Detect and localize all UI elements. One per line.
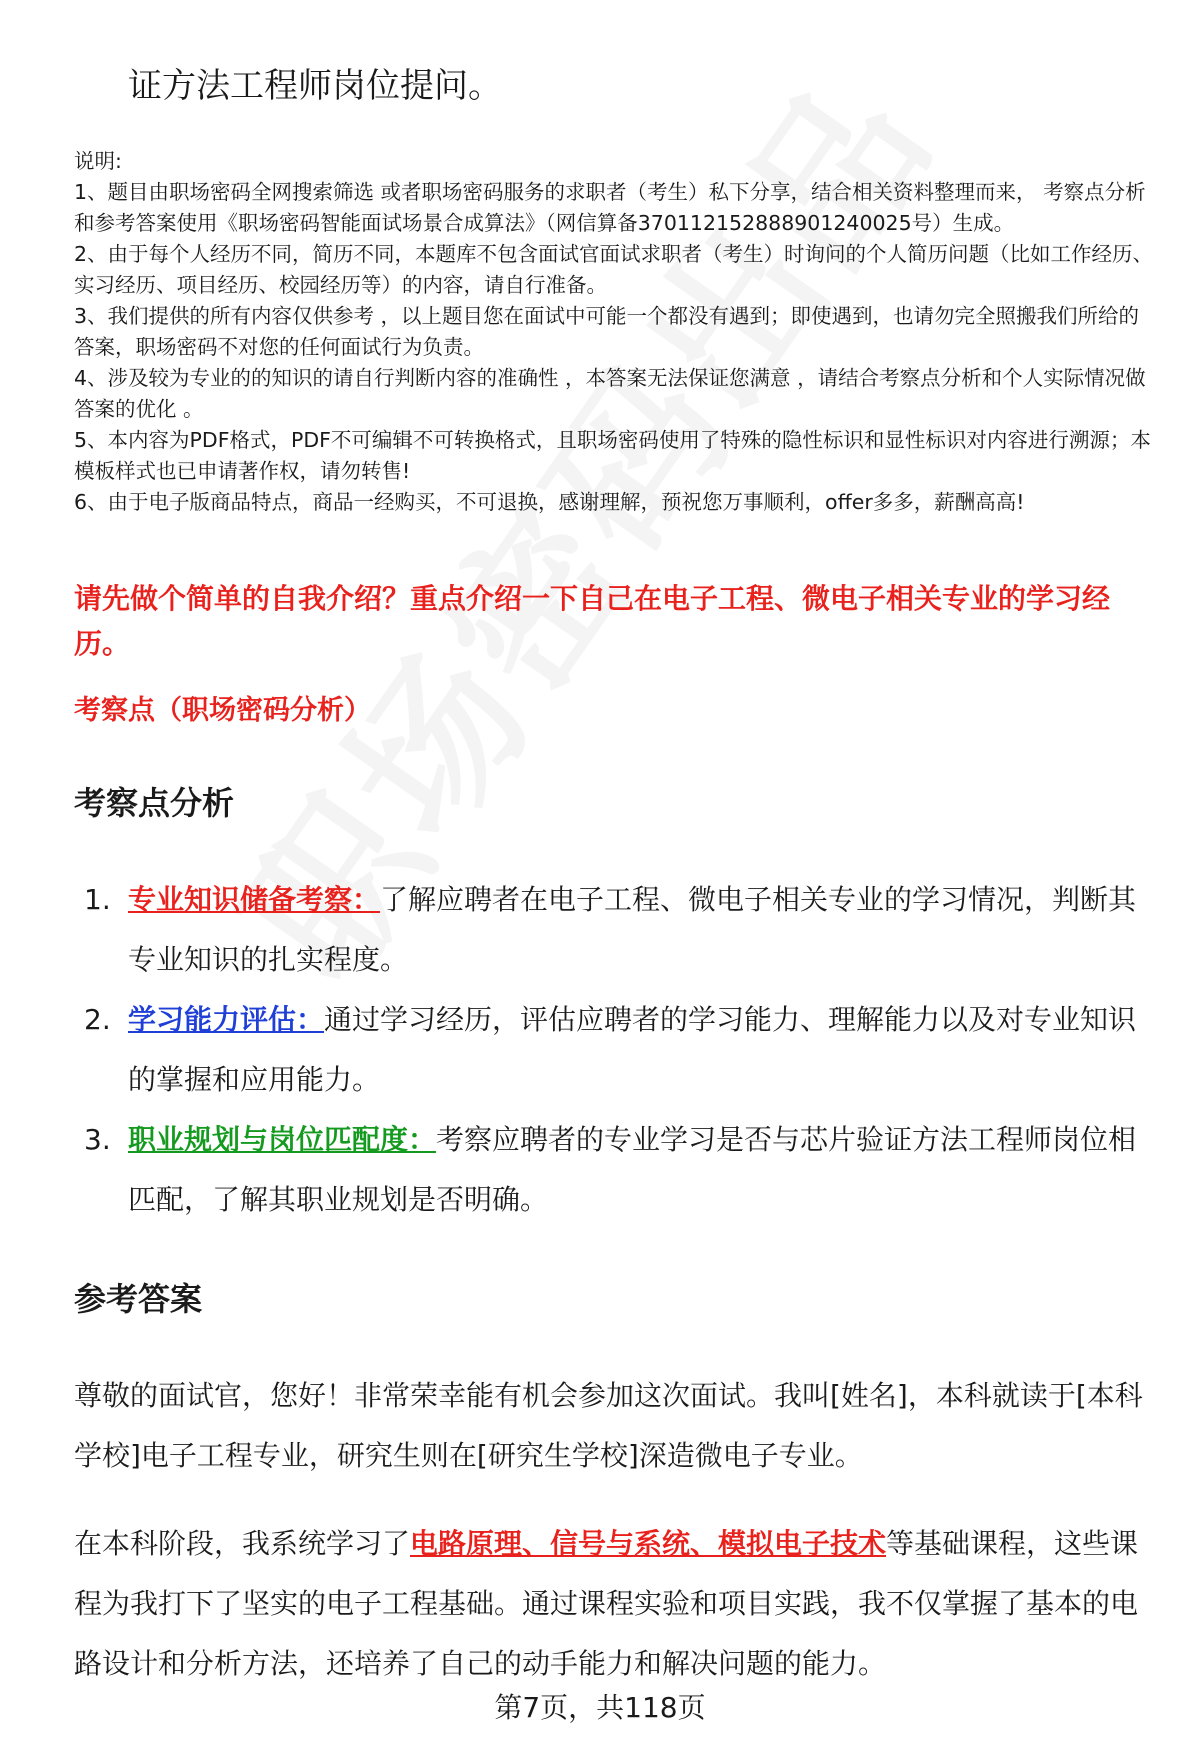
notes-heading: 说明:: [74, 149, 122, 173]
analysis-point: [74, 1110, 1154, 1230]
question-title-fragment: 证方法工程师岗位提问。: [128, 66, 502, 106]
note-item: 6、由于电子版商品特点，商品一经购买，不可退换，感谢理解，预祝您万事顺利，offer多多，薪酬高高!: [74, 490, 1025, 514]
answer-text: 等基础课程，这些课程为我打下了坚实的电子工程基础。通过课程实验和项目实践，我不仅掌握了基本的电路设计和分析方法，还培养了自己的动手能力和解决问题的能力。: [74, 1527, 1139, 1680]
answer-paragraph: 尊敬的面试官，您好！非常荣幸能有机会参加这次面试。我叫[姓名]，本科就读于[本科学校]电子工程专业，研究生则在[研究生学校]深造微电子专业。: [74, 1379, 1143, 1472]
analysis-point: [74, 870, 1154, 990]
point-text: 了解应聘者在电子工程、微电子相关专业的学习情况，判断其专业知识的扎实程度。: [128, 883, 1137, 976]
answer-paragraph: [74, 1514, 1154, 1694]
reference-answer: [74, 1366, 1154, 1722]
assessment-label: 考察点（职场密码分析）: [74, 695, 371, 726]
analysis-heading: 考察点分析: [74, 784, 235, 822]
point-number: 3.: [84, 1123, 111, 1156]
answer-highlight: 电路原理、信号与系统、模拟电子技术: [410, 1527, 887, 1560]
point-keyword: 学习能力评估：: [128, 1003, 325, 1036]
analysis-list: [74, 870, 1154, 1230]
point-keyword: 专业知识储备考察：: [128, 883, 381, 916]
note-item: 1、题目由职场密码全网搜索筛选 或者职场密码服务的求职者（考生）私下分享，结合相关资料整理而来， 考察点分析和参考答案使用《职场密码智能面试场景合成算法》（网信算备370112152888901240025号）生成。: [74, 180, 1146, 235]
analysis-point: [74, 990, 1154, 1110]
point-keyword: 职业规划与岗位匹配度：: [128, 1123, 437, 1156]
note-item: 2、由于每个人经历不同，简历不同，本题库不包含面试官面试求职者（考生）时询问的个人简历问题（比如工作经历、实习经历、项目经历、校园经历等）的内容，请自行准备。: [74, 242, 1154, 297]
page-number: 第7页，共118页: [494, 1691, 706, 1724]
answer-heading: 参考答案: [74, 1280, 203, 1318]
answer-text: 在本科阶段，我系统学习了: [74, 1527, 411, 1560]
point-number: 2.: [84, 1003, 111, 1036]
disclaimer-notes: [74, 146, 1154, 518]
note-item: 3、我们提供的所有内容仅供参考 ，以上题目您在面试中可能一个都没有遇到；即使遇到，也请勿完全照搬我们所给的答案，职场密码不对您的任何面试行为负责。: [74, 304, 1140, 359]
note-item: 5、本内容为PDF格式，PDF不可编辑不可转换格式，且职场密码使用了特殊的隐性标识和显性标识对内容进行溯源；本模板样式也已申请著作权，请勿转售!: [74, 428, 1151, 483]
point-number: 1.: [84, 883, 111, 916]
point-text: 考察应聘者的专业学习是否与芯片验证方法工程师岗位相匹配，了解其职业规划是否明确。: [128, 1123, 1137, 1216]
interview-question: 请先做个简单的自我介绍？重点介绍一下自己在电子工程、微电子相关专业的学习经历。: [74, 582, 1111, 660]
point-text: 通过学习经历，评估应聘者的学习能力、理解能力以及对专业知识的掌握和应用能力。: [128, 1003, 1137, 1096]
note-item: 4、涉及较为专业的的知识的请自行判断内容的准确性 ，本答案无法保证您满意 ，请结合考察点分析和个人实际情况做答案的优化 。: [74, 366, 1146, 421]
